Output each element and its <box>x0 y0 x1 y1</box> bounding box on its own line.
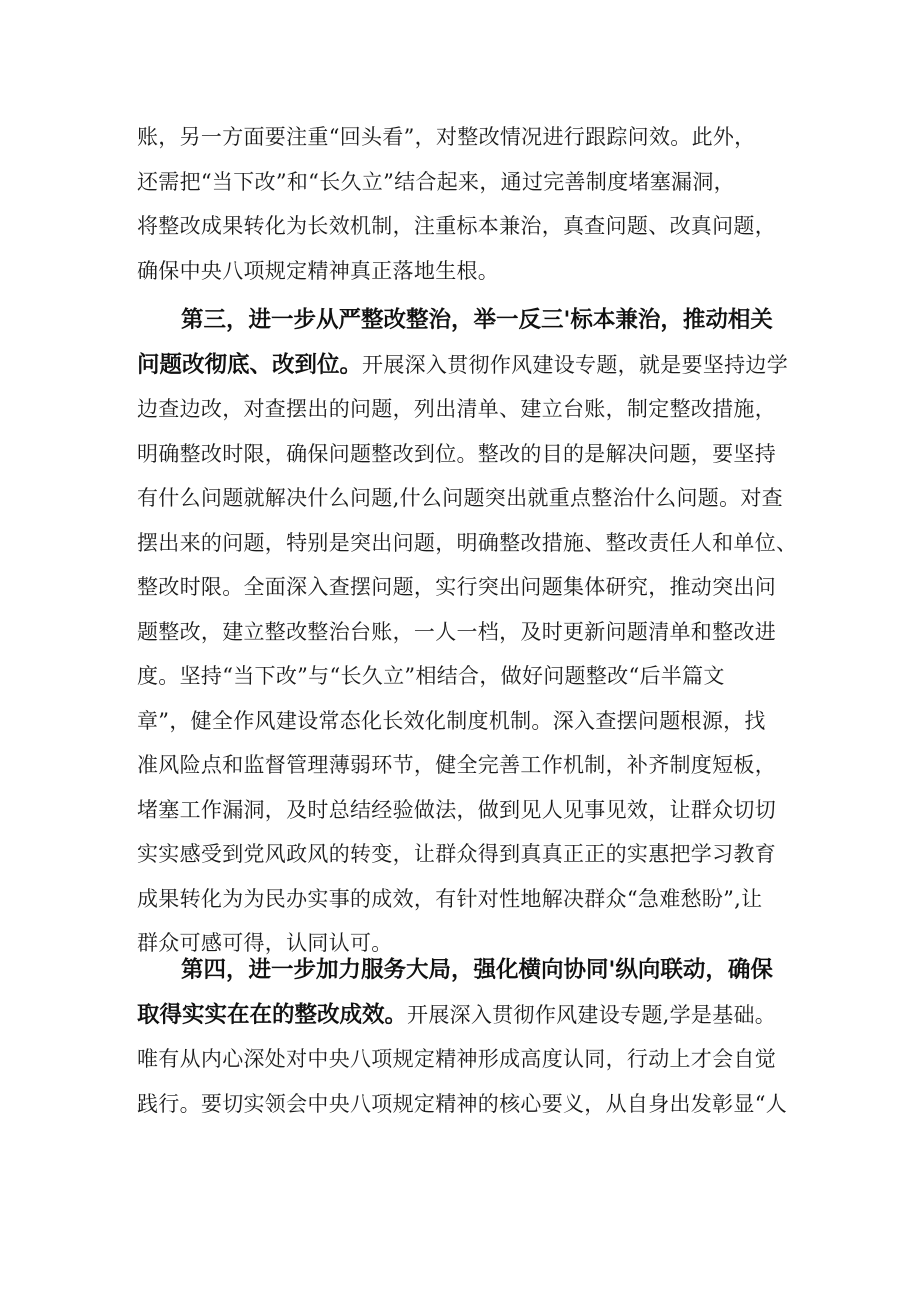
text-line: 度。坚持“当下改”与“长久立”相结合，做好问题整改“后半篇文 <box>137 664 725 688</box>
text-line <box>137 298 797 343</box>
section-heading: 第四，进一步加力服务大局，强化横向协同'纵向联动，确保 <box>181 957 773 983</box>
text-line: 有什么问题就解决什么问题,什么问题突出就重点整治什么问题。对查 <box>137 486 783 510</box>
text-line: 还需把“当下改”和“长久立”结合起来，通过完善制度堵塞漏洞， <box>137 169 735 194</box>
text-line: 题整改，建立整改整治台账，一人一档，及时更新问题清单和整改进 <box>137 619 776 644</box>
section-heading: 问题改彻底、改到位。 <box>137 351 363 378</box>
text-line: 唯有从内心深处对中央八项规定精神形成高度认同，行动上才会自觉 <box>137 1047 776 1071</box>
text-line: 明确整改时限，确保问题整改到位。整改的目的是解决问题，要坚持 <box>137 441 776 466</box>
text-line: 章”，健全作风建设常态化长效化制度机制。深入查摆问题根源，找 <box>137 708 766 733</box>
paragraph-fourth <box>137 948 797 1126</box>
paragraph-continuation <box>137 115 797 293</box>
text-line: 将整改成果转化为长效机制，注重标本兼治，真查问题、改真问题， <box>137 214 776 238</box>
text-line: 整改时限。全面深入查摆问题，实行突出问题集体研究，推动突出问 <box>137 575 776 599</box>
text-line: 取得实实在在的整改成效。开展深入贯彻作风建设专题,学是基础。 <box>137 1001 777 1028</box>
text-line: 摆出来的问题，特别是突出问题，明确整改措施、整改责任人和单位、 <box>137 530 798 555</box>
text-line: 践行。要切实领会中央八项规定精神的核心要义，从自身出发彰显“人 <box>137 1091 788 1116</box>
text-line: 实实感受到党风政风的转变，让群众得到真真正正的实惠把学习教育 <box>137 842 776 866</box>
text-line: 成果转化为为民办实事的成效，有针对性地解决群众“急难愁盼”,让 <box>137 886 763 911</box>
section-heading: 取得实实在在的整改成效。 <box>137 1001 408 1028</box>
text-line: 群众可感可得，认同认可。 <box>137 931 393 955</box>
text-line <box>137 948 797 993</box>
paragraph-third <box>137 298 797 966</box>
text-line: 堵塞工作漏洞，及时总结经验做法，做到见人见事见效，让群众切切 <box>137 797 776 822</box>
text-line: 问题改彻底、改到位。开展深入贯彻作风建设专题，就是要坚持边学 <box>137 351 789 378</box>
section-heading: 第三，进一步从严整改整治，举一反三'标本兼治，推动相关 <box>181 307 773 333</box>
text-line: 准风险点和监督管理薄弱环节，健全完善工作机制，补齐制度短板， <box>137 753 776 777</box>
text-line: 账，另一方面要注重“回头看”，对整改情况进行跟踪问效。此外， <box>137 125 756 149</box>
text-line: 确保中央八项规定精神真正落地生根。 <box>137 258 500 283</box>
text-line: 边查边改，对查摆出的问题，列出清单、建立台账，制定整改措施， <box>137 397 776 421</box>
